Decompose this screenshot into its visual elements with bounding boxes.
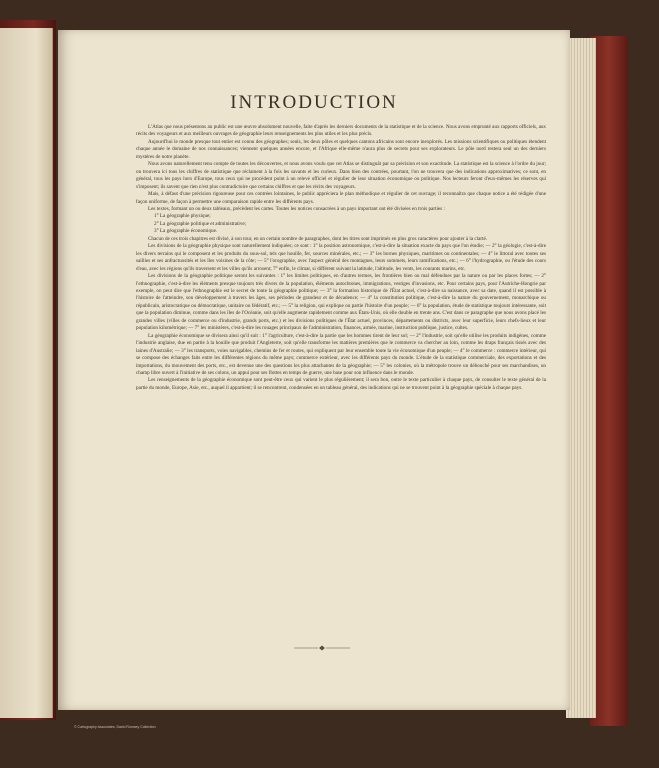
paragraph: Les renseignements de la géographie économique sont peut-être ceux qui varient le plus régulièrement; il sera bon, outre le texte particulier à chaque pays, de consulter le texte général de la partie du monde, Europe, Asie, etc., auquel il appartient; il se rencontrent, condensées en un tableau général, des indications qui ne se trouvent point à la géographie spéciale à chaque pays. bbox=[136, 377, 546, 391]
list-item: 2° La géographie politique et administrative; bbox=[154, 220, 247, 227]
collection-credit: © Cartography Associates, David Rumsey Collection bbox=[74, 725, 156, 729]
list-item: 3° La géographie économique. bbox=[154, 228, 218, 235]
paragraph: Mais, à défaut d'une précision rigoureuse pour ces contrées lointaines, le public appréciera le plan méthodique et régulier de cet ouvrage; il reconnaîtra que chaque notice a été rédigée d'une façon uniforme, de façon à permettre une comparaison rapide entre les différents pays. bbox=[136, 191, 546, 205]
introduction-text bbox=[136, 124, 546, 639]
paragraph: Les textes, formant un ou deux tableaux, précèdent les cartes. Toutes les notices consacrées à un pays important ont été divisées en trois parties : bbox=[148, 205, 445, 212]
page-title: INTRODUCTION bbox=[230, 92, 398, 113]
paragraph: La géographie économique se divisera ainsi qu'il suit : 1° l'agriculture, c'est-à-dire la partie que les hommes tirent de leur sol; — 2° l'industrie, soit qu'elle utilise les produits indigènes, comme l'industrie anglaise, due en partie à la houille que produit l'Angleterre, soit qu'elle transforme les matières premières que le commerce va chercher au loin, comme les draps français tissés avec des laines d'Australie; — 3° les transports, voies navigables, chemins de fer et routes, qui expliquent par leur ensemble toute la vie économique d'un peuple; — 4° le commerce : commerce intérieur, qui se compose des échanges faits entre les différentes régions du même pays; commerce extérieur, avec les différents pays du monde. L'étude de la statistique commerciale, des exportations et des importations, du mouvement des ports, etc., est devenue une des questions les plus attachantes de la géographie; — 5° les colonies, où la métropole trouve un débouché pour ses marchandises, un champ libre ouvert à l'initiative de ses colons, un appui pour ses flottes en temps de guerre, une base pour son influence dans le monde. bbox=[136, 332, 546, 376]
paragraph: Nous avons naturellement tenu compte de toutes les découvertes, et nous avons voulu que cet Atlas se distinguât par sa précision et son exactitude. La statistique est la science à l'ordre du jour; on trouvera ici tous les chiffres de statistique que réclament à la fois les savants et les curieux. Dans bien des contrées, pourtant, l'on ne trouvera que des indications approximatives; ce sont, en général, tous les pays hors d'Europe, tous ceux qui ne procèdent point à un relevé officiel et régulier de leur situation économique ou politique. Nos lecteurs feront d'eux-mêmes les réserves qui s'imposent; ils savent que rien n'est plus contradictoire que certains chiffres et que les récits des voyageurs. bbox=[136, 161, 546, 190]
left-page-edge bbox=[0, 28, 53, 718]
paragraph: Aujourd'hui le monde presque tout entier est connu des géographes; seuls, les deux pôles et quelques cantons africains sont encore inexplorés. Les missions scientifiques ou politiques étendent chaque année le domaine de nos connaissances; viennent quelques années encore, et l'Afrique elle-même n'aura plus de secrets pour ses explorateurs. Le pôle nord restera seul un des derniers mystères de notre planète. bbox=[136, 138, 546, 160]
end-ornament bbox=[292, 644, 352, 652]
paragraph: Chacun de ces trois chapitres est divisé, à son tour, en un certain nombre de paragraphes, dont les titres sont imprimés en plus gros caractères pour ajouter à la clarté. bbox=[148, 235, 488, 242]
paragraph: Les divisions de la géographie politique seront les suivantes : 1° les limites politiques, en d'autres termes, les frontières bien ou mal défendues par la nature ou par les places fortes; — 2° l'ethnographie, c'est-à-dire les éléments presque toujours très divers de la population, éléments autochtones, immigrations, vestiges d'invasions, etc. Pour certains pays, pour l'Autriche-Hongrie par exemple, on peut dire que l'ethnographie est le secret de toute la géographie politique; — 3° la formation historique de l'État actuel, c'est-à-dire sa naissance, avec sa date, quand il est possible à l'histoire de l'atteindre, son développement à travers les âges, ses périodes de grandeur et de décadence; — 4° la constitution politique, c'est-à-dire la nature du gouvernement, monarchique ou républicain, aristocratique ou démocratique, unitaire ou fédératif, etc.; — 5° la religion, qui explique ou partie l'histoire d'un peuple; — 6° la population, étude de statistique toujours intéressante, soit que la population diminue, comme dans les îles de l'Océanie, soit qu'elle augmente rapidement comme aux États-Unis, où elle double en trente ans. C'est dans ce paragraphe que nous avons placé les grandes villes (villes de commerce ou d'industrie, grands ports, etc.) et les divisions politiques de l'État actuel, provinces, départements ou districts, avec leur superficie, leurs chefs-lieux et leur population kilométrique; — 7° les ministères, c'est-à-dire les rouages principaux de l'administration, finances, armée, marine, instruction publique, justice, cultes. bbox=[136, 273, 546, 332]
right-page bbox=[58, 30, 570, 710]
paragraph: L'Atlas que nous présentons au public est une œuvre absolument nouvelle, faite d'après les derniers documents de la statistique et de la science. Nous avons emprunté aux rapports officiels, aux récits des voyageurs et aux meilleurs ouvrages de géographie leurs renseignements les plus utiles et les plus précis. bbox=[136, 124, 546, 138]
list-item: 1° La géographie physique; bbox=[154, 213, 211, 220]
page-stack-edges bbox=[566, 38, 596, 718]
paragraph: Les divisions de la géographie physique sont naturellement indiquées; ce sont : 1° la position astronomique, c'est-à-dire la situation exacte du pays que l'on étudie; — 2° la géologie, c'est-à-dire les divers terrains qui le composent et les produits du sous-sol, tels que houille, fer, sources minérales, etc.; — 3° les bornes physiques, maritimes ou continentales; — 4° le littoral avec toutes ses saillies et ses anfractuosités et les îles voisines de la côte; — 5° l'orographie, avec l'aspect général des montagnes, leurs sommets, leurs ramifications, etc.; — 6° l'hydrographie, ou l'étude des cours d'eau, avec les régions qu'ils traversent et les villes qu'ils arrosent; 7° enfin, le climat, si différent suivant la latitude, l'altitude, les vents, les courants marins, etc. bbox=[136, 243, 546, 272]
